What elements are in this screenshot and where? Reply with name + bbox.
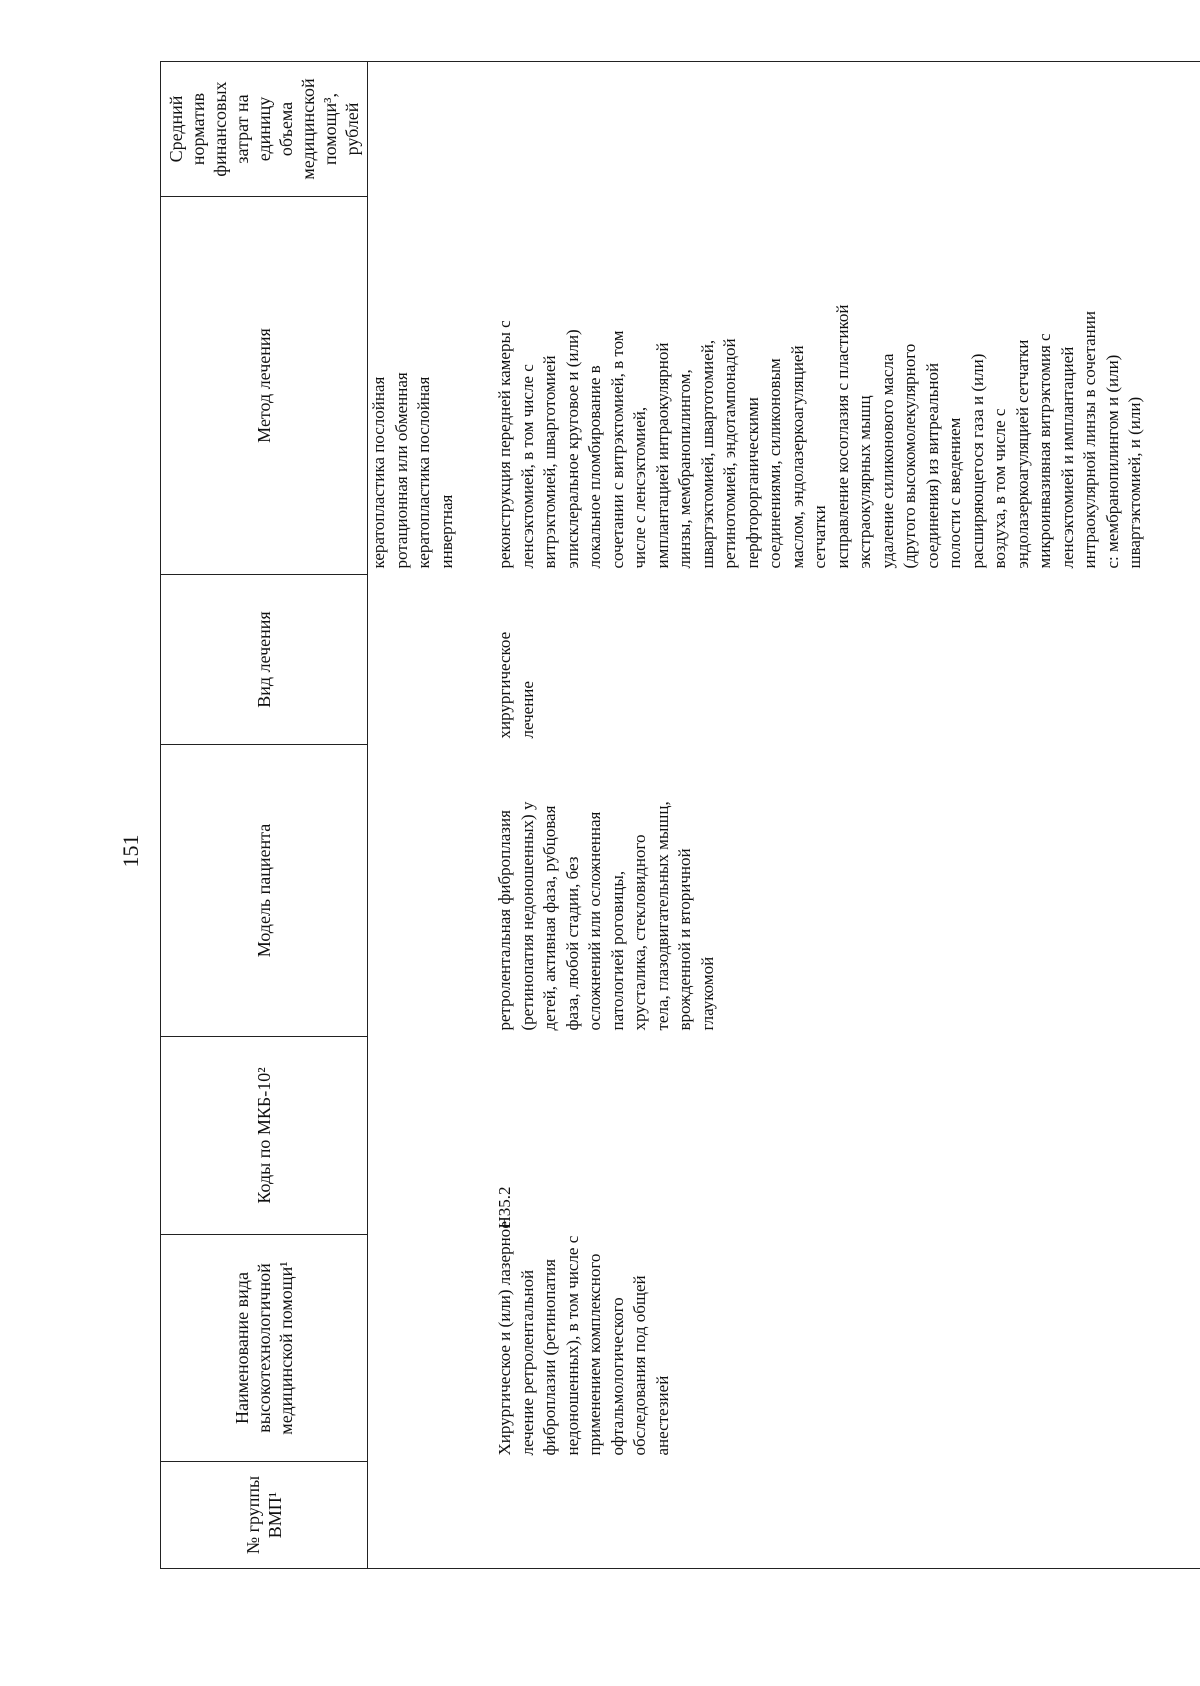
text-line: лечение ретролентальной <box>517 1269 537 1456</box>
text-line: локальное пломбирование в <box>585 365 604 569</box>
text-line: детей, активная фаза, рубцовая <box>540 805 559 1031</box>
text-line: тела, глазодвигательных мышц, <box>652 801 672 1031</box>
text-line: швартэктомией, швартотомией, <box>697 339 717 569</box>
header-method: Метод лечения <box>161 197 368 575</box>
text-line: ретинотомией, эндотампонадой <box>720 338 739 569</box>
text-line: лечение <box>517 681 537 739</box>
text-line: воздуха, в том числе с <box>990 408 1009 569</box>
text-line: фаза, любой стадии, без <box>562 856 582 1031</box>
text-line: интраокулярной линзы в сочетании <box>1080 311 1099 569</box>
text-line: ротационная или обменная <box>391 372 411 569</box>
cell-method <box>494 197 1200 575</box>
page-number: 151 <box>118 834 143 868</box>
text-line: эписклеральное круговое и (или) <box>562 329 582 569</box>
text-line: хирургическое <box>495 631 514 739</box>
text-line: ленсэктомией и имплантацией <box>1057 346 1077 569</box>
text-line: глаукомой <box>697 956 717 1031</box>
text-line: маслом, эндолазеркоагуляцией <box>787 345 807 569</box>
cell-name <box>494 1221 1200 1462</box>
text-line: числе с ленсэктомией, <box>630 406 649 569</box>
text-line: имплантацией интраокулярной <box>652 342 672 569</box>
text-line: швартэктомией, и (или) <box>1125 396 1144 569</box>
text-line: исправление косоглазия с пластикой <box>832 304 852 569</box>
text-line: витрэктомией, шварготомией <box>540 355 559 569</box>
text-line: перфторорганическими <box>742 397 762 569</box>
header-patient-model: Модель пациента <box>161 745 368 1037</box>
cell-patient-model <box>368 745 495 1037</box>
rotated-table-wrapper <box>160 62 1200 1569</box>
cell-codes: H35.2 <box>495 1186 514 1229</box>
cell-codes <box>368 1037 495 1235</box>
text-line: расширяющегося газа и (или) <box>967 353 987 569</box>
text-line: патологией роговицы, <box>607 870 627 1031</box>
text-line: сочетании с витрэктомией, в том <box>607 330 627 569</box>
text-line: осложнений или осложненная <box>585 811 604 1031</box>
text-line: анестезией <box>652 1375 672 1456</box>
table-row-continuation <box>368 62 495 1569</box>
header-codes: Коды по МКБ-10² <box>161 1037 368 1235</box>
text-line: с: мембранопилингом и (или) <box>1102 354 1122 569</box>
cell-group-no <box>368 1462 495 1569</box>
cell-cost <box>368 62 495 197</box>
text-line: инвертная <box>436 494 456 569</box>
cell-method <box>368 197 495 575</box>
header-group-no: № группы ВМП¹ <box>161 1462 368 1569</box>
text-line: Хирургическое и (или) лазерное <box>495 1221 514 1456</box>
text-line: (другого высокомолекулярного <box>900 343 919 569</box>
text-line: кератопластика послойная <box>369 376 388 569</box>
cell-treatment-type <box>368 575 495 745</box>
text-line: реконструкция передней камеры с <box>495 320 514 569</box>
text-line: удаление силиконового масла <box>877 353 897 569</box>
cell-group-no <box>494 1462 1200 1569</box>
text-line: офтальмологического <box>607 1297 627 1456</box>
table-row <box>494 62 1200 1569</box>
header-cost: Средний норматив финансовых затрат на единицу объема медицинской помощи³, рублей <box>161 62 368 197</box>
vmp-table <box>160 61 1200 1569</box>
cell-name <box>368 1235 495 1462</box>
text-line: сетчатки <box>810 505 829 569</box>
text-line: ретролентальная фиброплазия <box>495 810 514 1031</box>
cell-patient-model <box>494 745 1200 1037</box>
text-line: врожденной и вторичной <box>675 848 694 1031</box>
text-line: эндолазеркоагуляцией сетчатки <box>1012 339 1032 569</box>
text-line: применением комплексного <box>585 1253 604 1456</box>
text-line: кератопластика послойная <box>414 376 433 569</box>
text-line: фиброплазии (ретинопатия <box>540 1259 559 1456</box>
text-line: хрусталика, стекловидного <box>630 834 649 1031</box>
text-line: ленсэктомией, в том числе с <box>517 364 537 569</box>
text-line: полости с введением <box>945 417 964 569</box>
header-name: Наименование вида высокотехнологичной медицинской помощи¹ <box>161 1235 368 1462</box>
text-line: соединения) из витреальной <box>922 362 942 569</box>
text-line: соединениями, силиконовым <box>765 358 784 569</box>
text-line: (ретинопатия недоношенных) у <box>517 801 537 1031</box>
text-line: линзы, мембранопилингом, <box>675 369 694 569</box>
header-treatment-type: Вид лечения <box>161 575 368 745</box>
text-line: экстраокулярных мышц <box>855 395 874 569</box>
text-line: обследования под общей <box>630 1275 649 1456</box>
cell-treatment-type <box>494 575 1200 745</box>
cell-cost <box>494 62 1200 197</box>
text-line: микроинвазивная витрэктомия с <box>1035 333 1054 569</box>
text-line: недоношенных), в том числе с <box>562 1235 582 1456</box>
table-header-row <box>161 62 368 1569</box>
